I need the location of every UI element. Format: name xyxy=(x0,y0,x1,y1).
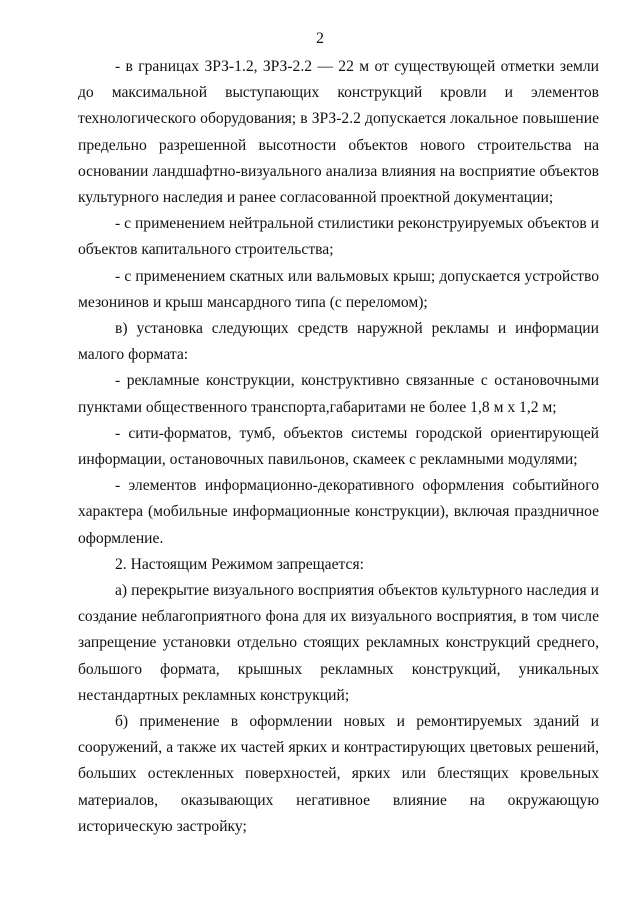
paragraph-bright-colors: б) применение в оформлении новых и ремонтируемых зданий и сооружений, а также их частей ярких и контрастирующих цветовых решений, больших остекленных поверхностей, ярких или блестящих кровельных материалов, оказывающих негативное влияние на окружающую историческую застройку; xyxy=(78,713,599,835)
paragraph-height-limit-zrz: - в границах ЗРЗ-1.2, ЗРЗ-2.2 — 22 м от существующей отметки земли до максимальной выступающих конструкций кровли и элементов технологического оборудования; в ЗРЗ-2.2 допускается локальное повышение предельно разрешенной высотности объектов нового строительства на основании ландшафтно-визуального анализа влияния на восприятие объектов культурного наследия и ранее согласованной проектной документации; xyxy=(78,58,599,207)
document-body xyxy=(78,54,599,840)
page-number: 2 xyxy=(316,30,324,47)
paragraph-pitched-roofs: - с применением скатных или вальмовых крыш; допускается устройство мезонинов и крыш мансардного типа (с переломом); xyxy=(78,267,599,311)
paragraph-prohibitions-heading: 2. Настоящим Режимом запрещается: xyxy=(115,555,364,573)
paragraph-visual-obstruction: а) перекрытие визуального восприятия объектов культурного наследия и создание неблагоприятного фона для их визуального восприятия, в том числе запрещение установки отдельно стоящих рекламных конструкций среднего, большого формата, крышных рекламных конструкций, уникальных нестандартных рекламных конструкций; xyxy=(78,582,599,704)
paragraph-event-decoration: - элементов информационно-декоративного оформления событийного характера (мобильные информационные конструкции), включая праздничное оформление. xyxy=(78,477,599,547)
paragraph-advertising-small-format: в) установка следующих средств наружной рекламы и информации малого формата: xyxy=(78,320,599,364)
paragraph-neutral-style: - с применением нейтральной стилистики реконструируемых объектов и объектов капитального строительства; xyxy=(78,215,599,259)
paragraph-city-formats: - сити-форматов, тумб, объектов системы городской ориентирующей информации, остановочных павильонов, скамеек с рекламными модулями; xyxy=(78,424,599,469)
paragraph-transit-stop-ads: - рекламные конструкции, конструктивно связанные с остановочными пунктами общественного транспорта,габаритами не более 1,8 м х 1,2 м; xyxy=(78,372,599,416)
